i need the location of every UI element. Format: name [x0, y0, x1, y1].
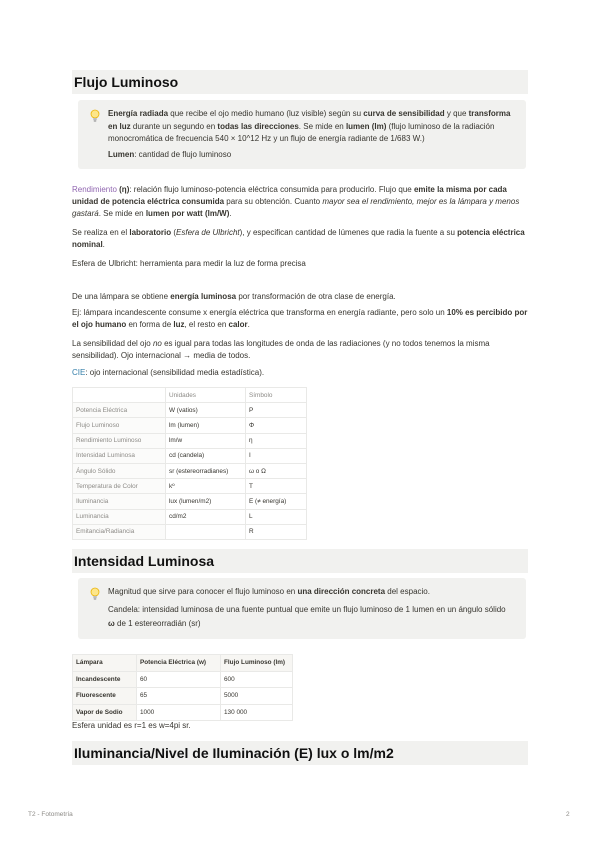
table-row: Intensidad Luminosa cd (candela) I	[73, 448, 307, 463]
paragraph-esfera: Esfera de Ulbricht: herramienta para medir la luz de forma precisa	[72, 259, 306, 268]
paragraph-energia: De una lámpara se obtiene energía luminosa por transformación de otra clase de energía.	[72, 292, 396, 301]
section-heading-iluminancia: Iluminancia/Nivel de Iluminación (E) lux o lm/m2	[72, 741, 528, 765]
section-heading-intensidad: Intensidad Luminosa	[72, 549, 528, 573]
footer-page-number: 2	[566, 811, 570, 818]
callout-lumen-def: Lumen: cantidad de flujo luminoso	[108, 149, 232, 159]
table-row: Iluminancia lux (lumen/m2) E (≠ energía)	[73, 494, 307, 509]
table-row: Rendimiento Luminoso lm/w η	[73, 433, 307, 448]
callout-text: Magnitud que sirve para conocer el flujo luminoso en una dirección concreta del espacio.	[108, 587, 430, 596]
table-row: Flujo Luminoso lm (lumen) Φ	[73, 418, 307, 433]
table-row: Temperatura de Color kº T	[73, 479, 307, 494]
table-header-row: Lámpara Potencia Eléctrica (w) Flujo Luminoso (lm)	[73, 655, 293, 672]
table-row: Ángulo Sólido sr (estereorradianes) ω o Ω	[73, 463, 307, 478]
lamparas-table	[72, 654, 293, 721]
table-row: Potencia Eléctrica W (vatios) P	[73, 403, 307, 418]
callout-flujo	[78, 100, 526, 169]
paragraph-sensibilidad: La sensibilidad del ojo no es igual para todas las longitudes de onda de las radiaciones (y no todos tenemos la misma sensibilidad). Ojo internacional → media de todos.	[72, 339, 490, 360]
callout-intensidad	[78, 578, 526, 639]
callout-text: Energía radiada que recibe el ojo medio humano (luz visible) según su curva de sensibilidad y que transforma en luz durante un segundo en todas las direcciones. Se mide en lumen (lm) (flujo luminoso de la radiación monocromática de frecuencia 540 × 10^12 Hz y un flujo de energía radiante de 1/683 W.)	[108, 109, 511, 143]
magnitudes-table	[72, 387, 307, 540]
paragraph-rendimiento: Rendimiento (η): relación flujo luminoso-potencia eléctrica consumida para producirlo. Flujo que emite la misma por cada unidad de potencia eléctrica consumida para su obtención. Cuanto mayor sea el rendimiento, mejor es la lámpara y menos gastará. Se mide en lumen por watt (lm/W).	[72, 185, 520, 218]
paragraph-esfera-unidad: Esfera unidad es r=1 es w=4pi sr.	[72, 721, 191, 730]
section-heading-flujo: Flujo Luminoso	[72, 70, 528, 94]
paragraph-ejemplo: Ej: lámpara incandescente consume x energía eléctrica que transforma en energía radiante, pero solo un 10% es percibido por el ojo humano en forma de luz, el resto en calor.	[72, 308, 528, 329]
lightbulb-icon	[90, 587, 100, 601]
table-row: Fluorescente 65 5000	[73, 688, 293, 705]
table-row: Incandescente 60 600	[73, 671, 293, 688]
table-row: Vapor de Sodio 1000 130 000	[73, 704, 293, 721]
lightbulb-icon	[90, 109, 100, 123]
paragraph-laboratorio: Se realiza en el laboratorio (Esfera de Ulbricht), y especifican cantidad de lúmenes que radia la fuente a su potencia eléctrica nominal.	[72, 228, 525, 249]
callout-candela: Candela: intensidad luminosa de una fuente puntual que emite un flujo luminoso de 1 lumen en un ángulo sólido ω de 1 estereorradián (sr)	[108, 604, 506, 628]
table-row: Luminancia cd/m2 L	[73, 509, 307, 524]
paragraph-cie: CIE: ojo internacional (sensibilidad media estadística).	[72, 368, 265, 377]
table-row: Emitancia/Radiancia R	[73, 524, 307, 539]
footer-title: T2 - Fotometría	[28, 811, 73, 818]
table-header-row: Unidades Símbolo	[73, 388, 307, 403]
